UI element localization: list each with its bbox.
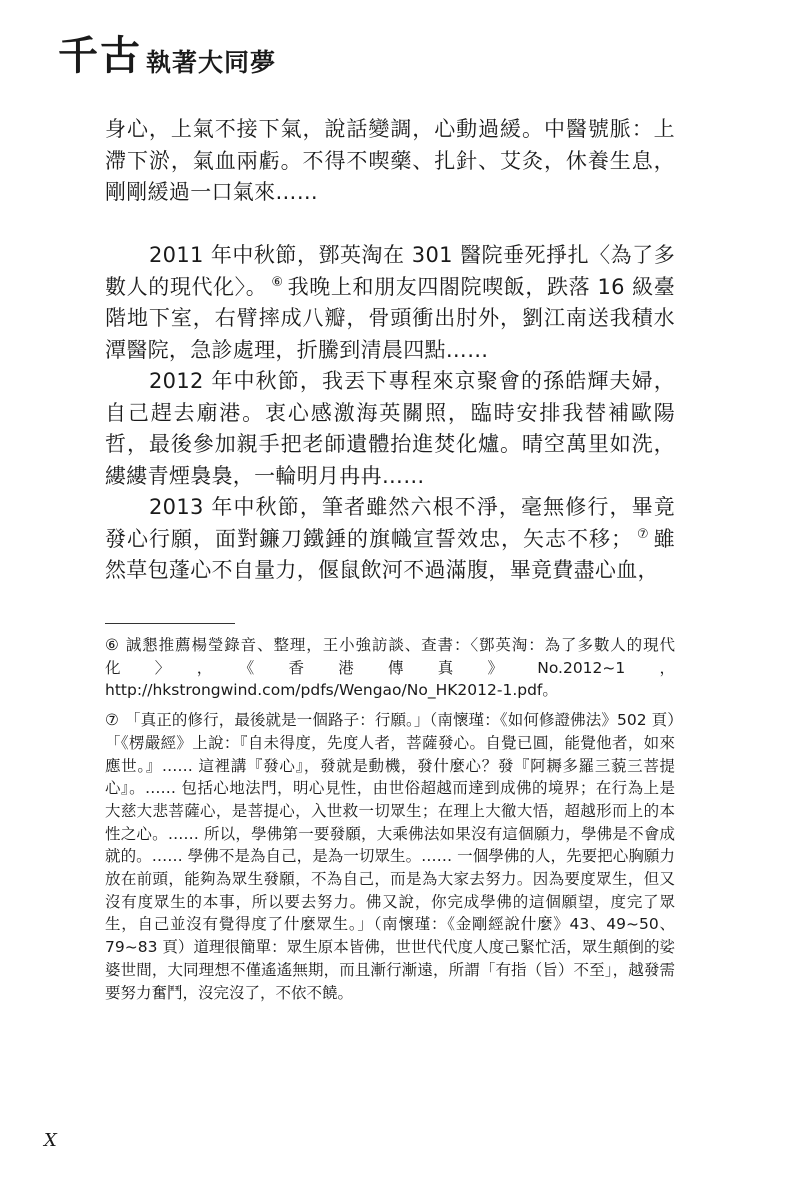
paragraph-3: 2012 年中秋節，我丟下專程來京聚會的孫皓輝夫婦，自己趕去廟港。衷心感激海英關照，臨時安排我替補歐陽哲，最後參加親手把老師遺體抬進焚化爐。晴空萬里如洗，縷縷青煙裊裊，一輪明月冉冉……	[105, 369, 675, 488]
footnote-6-text: 誠懇推薦楊瑩錄音、整理，王小強訪談、查書：〈鄧英淘：為了多數人的現代化〉，《香港傳真》No.2012~1，http://hkstrongwind.com/pdfs/Wengao/No_HK2012-1.pdf。	[105, 636, 675, 700]
footnote-6	[105, 634, 675, 702]
footnote-6-mark: ⑥	[105, 636, 119, 654]
page-number: X	[44, 1130, 57, 1151]
main-text	[105, 114, 675, 587]
paragraph-4-part-b: 雖然草包蓬心不自量力，偃鼠飲河不過滿腹，畢竟費盡心血，	[105, 526, 675, 582]
paragraph-4	[105, 492, 675, 587]
paragraph-2-part-a: 2011 年中秋節，鄧英淘在 301 醫院垂死掙扎〈為了多數人的現代化〉。	[105, 243, 675, 299]
running-header-title-big: 千古	[58, 32, 142, 79]
footnote-7-text: 「真正的修行，最後就是一個路子：行願。」（南懷瑾：《如何修證佛法》502 頁）「《楞嚴經》上說：『自未得度，先度人者，菩薩發心。自覺已圓，能覺他者，如來應世。』…… 這裡講『發心』，發就是動機，發什麼心？發『阿耨多羅三藐三菩提心』。…… 包括心地法門，明心見性，由世俗超越而達到成佛的境界；在行為上是大慈大悲菩薩心，是菩提心，入世救一切眾生；在理上大徹大悟，超越形而上的本性之心。…… 所以，學佛第一要發願，大乘佛法如果沒有這個願力，學佛是不會成就的。…… 學佛不是為自己，是為一切眾生。…… 一個學佛的人，先要把心胸願力放在前頭，能夠為眾生發願，不為自己，而是為大家去努力。因為要度眾生，但又沒有度眾生的本事，所以要去努力。佛又說，你完成學佛的這個願望，度完了眾生，自己並沒有覺得度了什麼眾生。」（南懷瑾：《金剛經說什麼》43、49~50、79~83 頁）道理很簡單：眾生原本皆佛，世世代代度人度己緊忙活，眾生顛倒的娑婆世間，大同理想不僅遙遙無期，而且漸行漸遠，所謂「有指（旨）不至」，越發需要努力奮鬥，沒完沒了，不依不饒。	[105, 711, 675, 1002]
footnote-ref-6[interactable]: ⑥	[271, 274, 284, 290]
footnote-divider	[105, 623, 235, 624]
running-header-title-small: 執著大同夢	[146, 48, 277, 77]
footnote-7-mark: ⑦	[105, 711, 119, 730]
paragraph-4-part-a: 2013 年中秋節，筆者雖然六根不淨，毫無修行，畢竟發心行願，面對鐮刀鐵錘的旗幟宣誓效忠，矢志不移；	[105, 495, 675, 551]
paragraph-1: 身心，上氣不接下氣，說話變調，心動過緩。中醫號脈：上滯下淤，氣血兩虧。不得不喫藥、扎針、艾灸，休養生息，剛剛緩過一口氣來……	[105, 117, 675, 204]
footnote-7	[105, 709, 675, 1004]
paragraph-2	[105, 240, 675, 366]
footnote-ref-7[interactable]: ⑦	[636, 526, 650, 542]
paragraph-2-part-b: 我晚上和朋友四閤院喫飯，跌落 16 級臺階地下室，右臂摔成八瓣，骨頭衝出肘外，劉江南送我積水潭醫院，急診處理，折騰到清晨四點……	[105, 274, 675, 362]
footnotes	[105, 634, 675, 1011]
running-header	[58, 34, 276, 78]
